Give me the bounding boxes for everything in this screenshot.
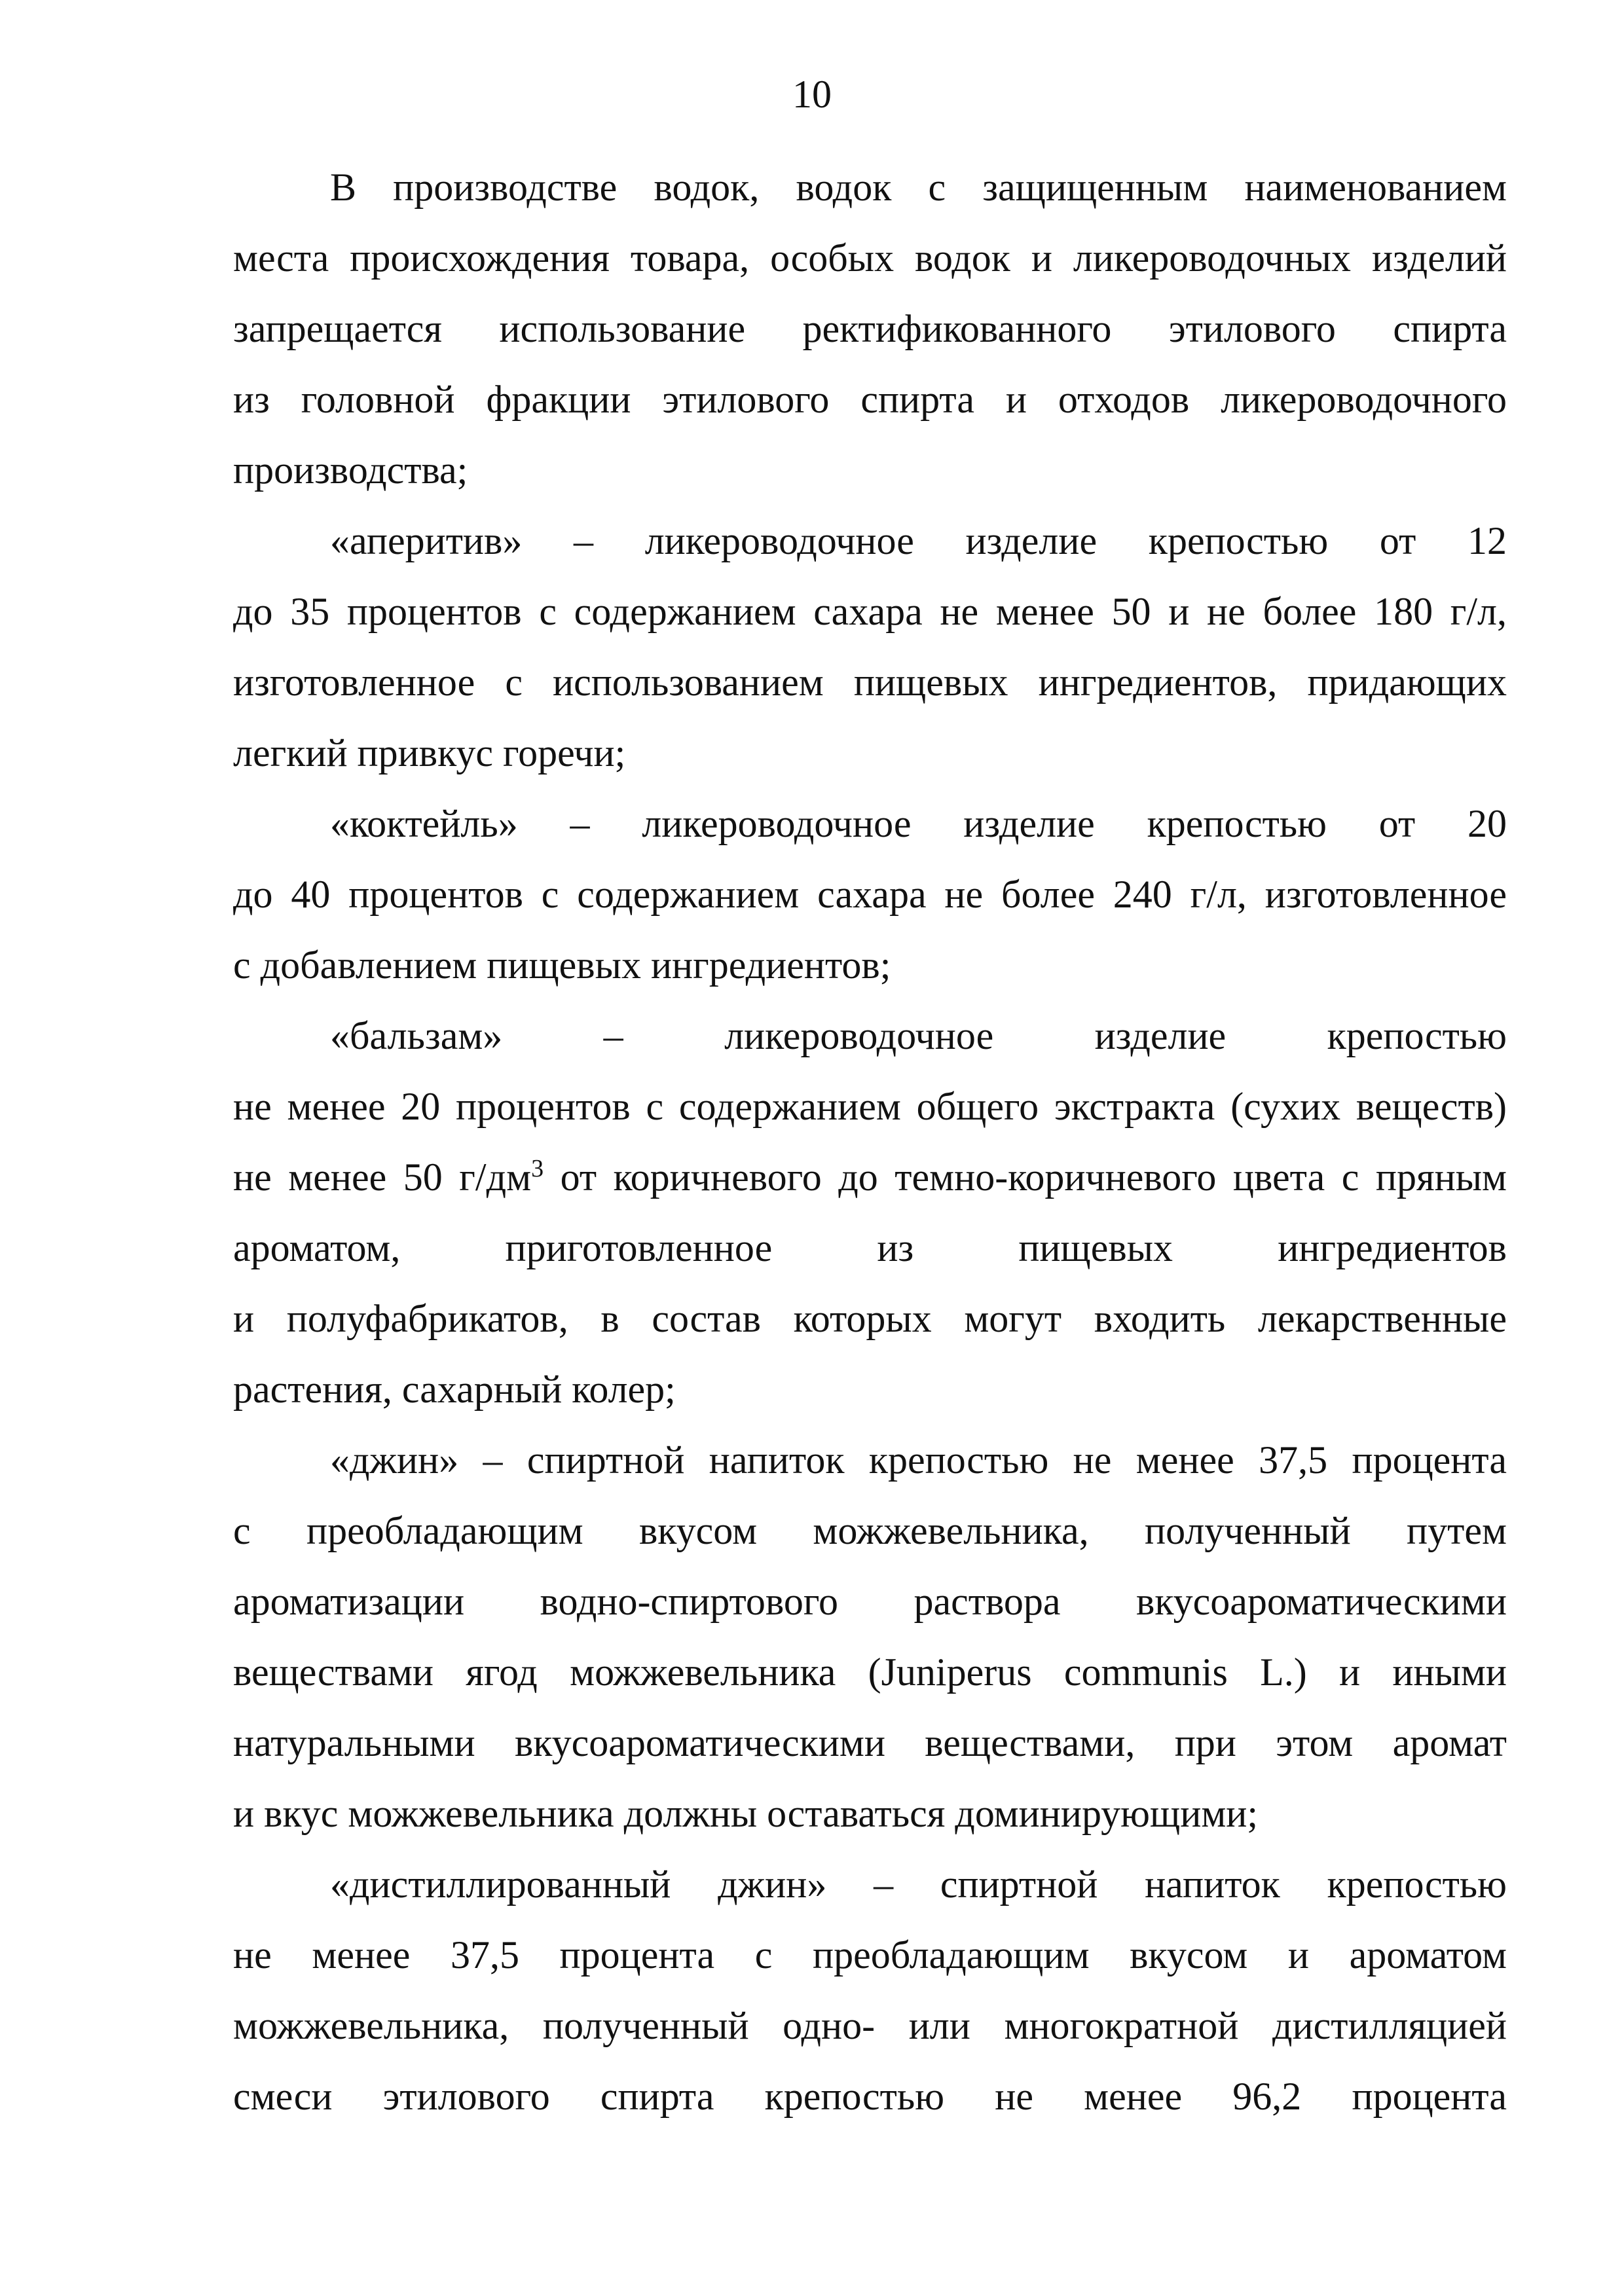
text-line: В производстве водок, водок с защищенным наименованием bbox=[330, 166, 1507, 209]
text-line: изготовленное с использованием пищевых ингредиентов, придающих bbox=[233, 661, 1507, 704]
paragraph-aperitif bbox=[233, 505, 1507, 788]
text-line-prefix: не менее 50 г/дм bbox=[233, 1156, 532, 1199]
text-line: места происхождения товара, особых водок и ликероводочных изделий bbox=[233, 236, 1507, 280]
text-line: производства; bbox=[233, 448, 468, 492]
text-line: не менее 20 процентов с содержанием общего экстракта (сухих веществ) bbox=[233, 1085, 1507, 1128]
text-line: ароматом, приготовленное из пищевых ингредиентов bbox=[233, 1226, 1507, 1269]
paragraph-production-restrictions bbox=[233, 152, 1507, 505]
text-line: ароматизации водно-спиртового раствора вкусоароматическими bbox=[233, 1580, 1507, 1623]
superscript: 3 bbox=[531, 1155, 544, 1182]
text-line: «дистиллированный джин» – спиртной напиток крепостью bbox=[330, 1863, 1507, 1906]
text-line: веществами ягод можжевельника (Juniperus communis L.) и иными bbox=[233, 1650, 1507, 1694]
paragraph-gin bbox=[233, 1425, 1507, 1849]
text-line: и вкус можжевельника должны оставаться доминирующими; bbox=[233, 1792, 1259, 1835]
text-line: до 35 процентов с содержанием сахара не менее 50 и не более 180 г/л, bbox=[233, 590, 1507, 633]
text-line: не менее 37,5 процента с преобладающим вкусом и ароматом bbox=[233, 1933, 1507, 1977]
page-number: 10 bbox=[792, 73, 832, 116]
text-line: легкий привкус горечи; bbox=[233, 731, 626, 774]
text-line: «коктейль» – ликероводочное изделие крепостью от 20 bbox=[330, 802, 1507, 845]
text-line: можжевельника, полученный одно- или многократной дистилляцией bbox=[233, 2004, 1507, 2047]
text-line: «джин» – спиртной напиток крепостью не менее 37,5 процента bbox=[330, 1438, 1507, 1482]
paragraph-distilled-gin bbox=[233, 1849, 1507, 2132]
text-line: с добавлением пищевых ингредиентов; bbox=[233, 943, 891, 987]
text-line bbox=[233, 1142, 1507, 1212]
text-line: из головной фракции этилового спирта и отходов ликероводочного bbox=[233, 378, 1507, 421]
text-line: до 40 процентов с содержанием сахара не более 240 г/л, изготовленное bbox=[233, 873, 1507, 916]
text-line: с преобладающим вкусом можжевельника, полученный путем bbox=[233, 1509, 1507, 1552]
text-line-rest: от коричневого до темно-коричневого цвета с пряным bbox=[560, 1156, 1507, 1199]
text-line: запрещается использование ректификованного этилового спирта bbox=[233, 307, 1507, 350]
text-line: «бальзам» – ликероводочное изделие крепостью bbox=[330, 1014, 1507, 1057]
text-line: натуральными вкусоароматическими веществами, при этом аромат bbox=[233, 1721, 1507, 1764]
text-line: и полуфабрикатов, в состав которых могут входить лекарственные bbox=[233, 1297, 1507, 1340]
text-line: смеси этилового спирта крепостью не менее 96,2 процента bbox=[233, 2075, 1507, 2118]
text-line: растения, сахарный колер; bbox=[233, 1368, 676, 1411]
paragraph-balsam bbox=[233, 1000, 1507, 1425]
text-line: «аперитив» – ликероводочное изделие крепостью от 12 bbox=[330, 519, 1507, 562]
paragraph-cocktail bbox=[233, 788, 1507, 1000]
document-body bbox=[233, 152, 1507, 2132]
